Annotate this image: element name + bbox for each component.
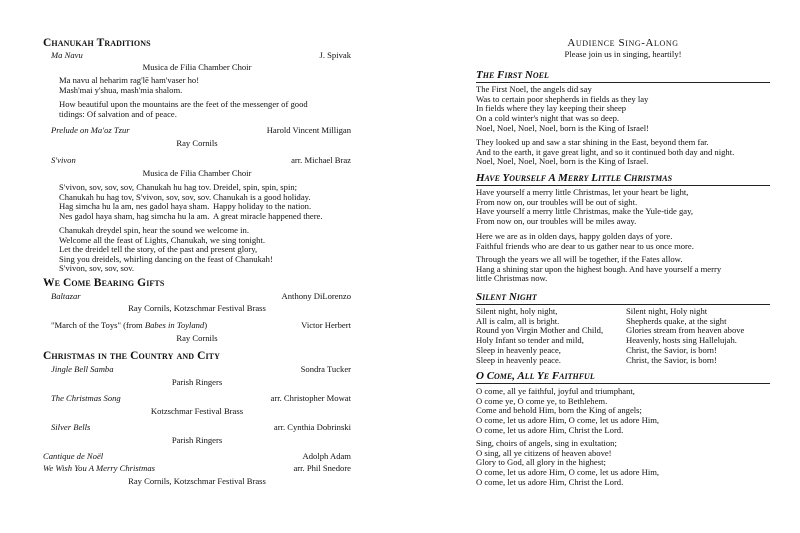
performer: Parish Ringers xyxy=(171,377,223,387)
composer: arr. Cynthia Dobrinski xyxy=(273,422,351,432)
piece-title: Jingle Bell Samba xyxy=(51,364,114,374)
lyrics: Ma navu al heharim rag'lē ham'vaser ho! Mash'mai y'shua, mash'mia shalom. xyxy=(59,75,200,95)
composer: Harold Vincent Milligan xyxy=(266,125,351,135)
performer: Ray Cornils, Kotzschmar Festival Brass xyxy=(128,476,266,486)
performer: Parish Ringers xyxy=(171,435,223,445)
piece-title: Silver Bells xyxy=(51,422,91,432)
performer: Musica de Filia Chamber Choir xyxy=(142,62,252,72)
song-verse: Have yourself a merry little Christmas, let your heart be light, From now on, our troubles will be out of sight. Have yourself a merry little Christmas, make the Yule-tide gay, From now on, our troubles will be miles away. xyxy=(476,187,694,227)
lyrics-english: Dreidel, spin, spin, spin; Chanukah is a good holiday. Happy holiday to the nation. A great miracle happened there. xyxy=(213,182,323,221)
piece-title: We Wish You A Merry Christmas xyxy=(43,463,155,473)
piece-title: The Christmas Song xyxy=(51,393,121,403)
composer: Adolph Adam xyxy=(302,451,351,461)
song-title: O Come, All Ye Faithful xyxy=(476,370,770,384)
song-verse: O come, all ye faithful, joyful and triumphant, O come ye, O come ye, to Bethlehem. Come and behold Him, born the King of angels; O come, let us adore Him, O come, let us adore Him, O come, let us adore Him, Christ the Lord. xyxy=(476,386,660,435)
piece-title: Ma Navu xyxy=(51,50,83,60)
song-verse-1: Silent night, holy night, All is calm, all is bright. Round yon Virgin Mother and Child, Holy Infant so tender and mild, Sleep in heavenly peace, Sleep in heavenly peace. xyxy=(476,306,604,365)
song-verse: They looked up and saw a star shining in the East, beyond them far. And to the earth, it gave great light, and so it continued both day and night. Noel, Noel, Noel, Noel, born is the King of Israel. xyxy=(476,137,735,167)
composer: Sondra Tucker xyxy=(300,364,351,374)
song-verse: Here we are as in olden days, happy golden days of yore. Faithful friends who are dear to us gather near to us once more. xyxy=(476,231,694,251)
section-heading-chanukah: Chanukah Traditions xyxy=(43,37,151,49)
piece-title: "March of the Toys" (from Babes in Toyland) xyxy=(51,320,208,330)
lyrics-hebrew: S'vivon, sov, sov, sov, Chanukah hu hag tov. Chanukah hu hag tov, S'vivon, sov, sov, sov. Hag simcha hu la am, nes gadol haya sham. Nes gadol haya sham, hag simcha hu la am. xyxy=(59,182,212,221)
song-verse: Sing, choirs of angels, sing in exultation; O sing, all ye citizens of heaven above! Glory to God, all glory in the highest; O come, let us adore Him, O come, let us adore Him, O come, let us adore Him, Christ the Lord. xyxy=(476,438,660,487)
performer: Ray Cornils xyxy=(176,138,218,148)
lyrics-verse: Chanukah dreydel spin, hear the sound we welcome in. Welcome all the feast of Lights, Chanukah, we sing tonight. Let the dreidel tell the story, of the past and present glory, Sing you dreidels, whirling dancing on the feast of Chanukah! S'vivon, sov, sov, sov. xyxy=(59,225,273,274)
song-title: The First Noel xyxy=(476,69,770,83)
composer: Victor Herbert xyxy=(301,320,351,330)
composer: J. Spivak xyxy=(319,50,351,60)
composer: Anthony DiLorenzo xyxy=(281,291,351,301)
song-verse: The First Noel, the angels did say Was to certain poor shepherds in fields as they lay In fields where they lay keeping their sheep On a cold winter's night that was so deep. Noel, Noel, Noel, Noel, born is the King of Israel! xyxy=(476,84,650,133)
singalong-subheading: Please join us in singing, heartily! xyxy=(564,49,682,59)
song-title: Have Yourself A Merry Little Christmas xyxy=(476,172,770,186)
song-verse-2: Silent night, Holy night Shepherds quake, at the sight Glories stream from heaven above Heavenly, hosts sing Hallelujah. Christ, the Savior, is born! Christ, the Savior, is born! xyxy=(626,306,745,365)
performer: Musica de Filia Chamber Choir xyxy=(142,168,252,178)
section-heading-gifts: We Come Bearing Gifts xyxy=(43,277,165,289)
performer: Ray Cornils xyxy=(176,333,218,343)
right-page xyxy=(476,0,770,533)
composer: arr. Michael Braz xyxy=(291,155,351,165)
composer: arr. Phil Snedore xyxy=(293,463,351,473)
piece-title: Prelude on Ma'oz Tzur xyxy=(51,125,130,135)
lyrics-translation: How beautiful upon the mountains are the feet of the messenger of good tidings: Of salvation and of peace. xyxy=(59,99,308,119)
performer: Ray Cornils, Kotzschmar Festival Brass xyxy=(128,303,266,313)
piece-title: Baltazar xyxy=(51,291,81,301)
section-heading-christmas: Christmas in the Country and City xyxy=(43,350,220,362)
piece-title: Cantique de Noël xyxy=(43,451,104,461)
piece-title: S'vivon xyxy=(51,155,76,165)
performer: Kotzschmar Festival Brass xyxy=(150,406,244,416)
song-verse: Through the years we all will be together, if the Fates allow. Hang a shining star upon the highest bough. And have yourself a merry little Christmas now. xyxy=(476,254,722,284)
singalong-heading: Audience Sing-Along xyxy=(567,37,679,49)
song-title: Silent Night xyxy=(476,291,770,305)
left-page xyxy=(43,0,351,533)
composer: arr. Christopher Mowat xyxy=(270,393,351,403)
